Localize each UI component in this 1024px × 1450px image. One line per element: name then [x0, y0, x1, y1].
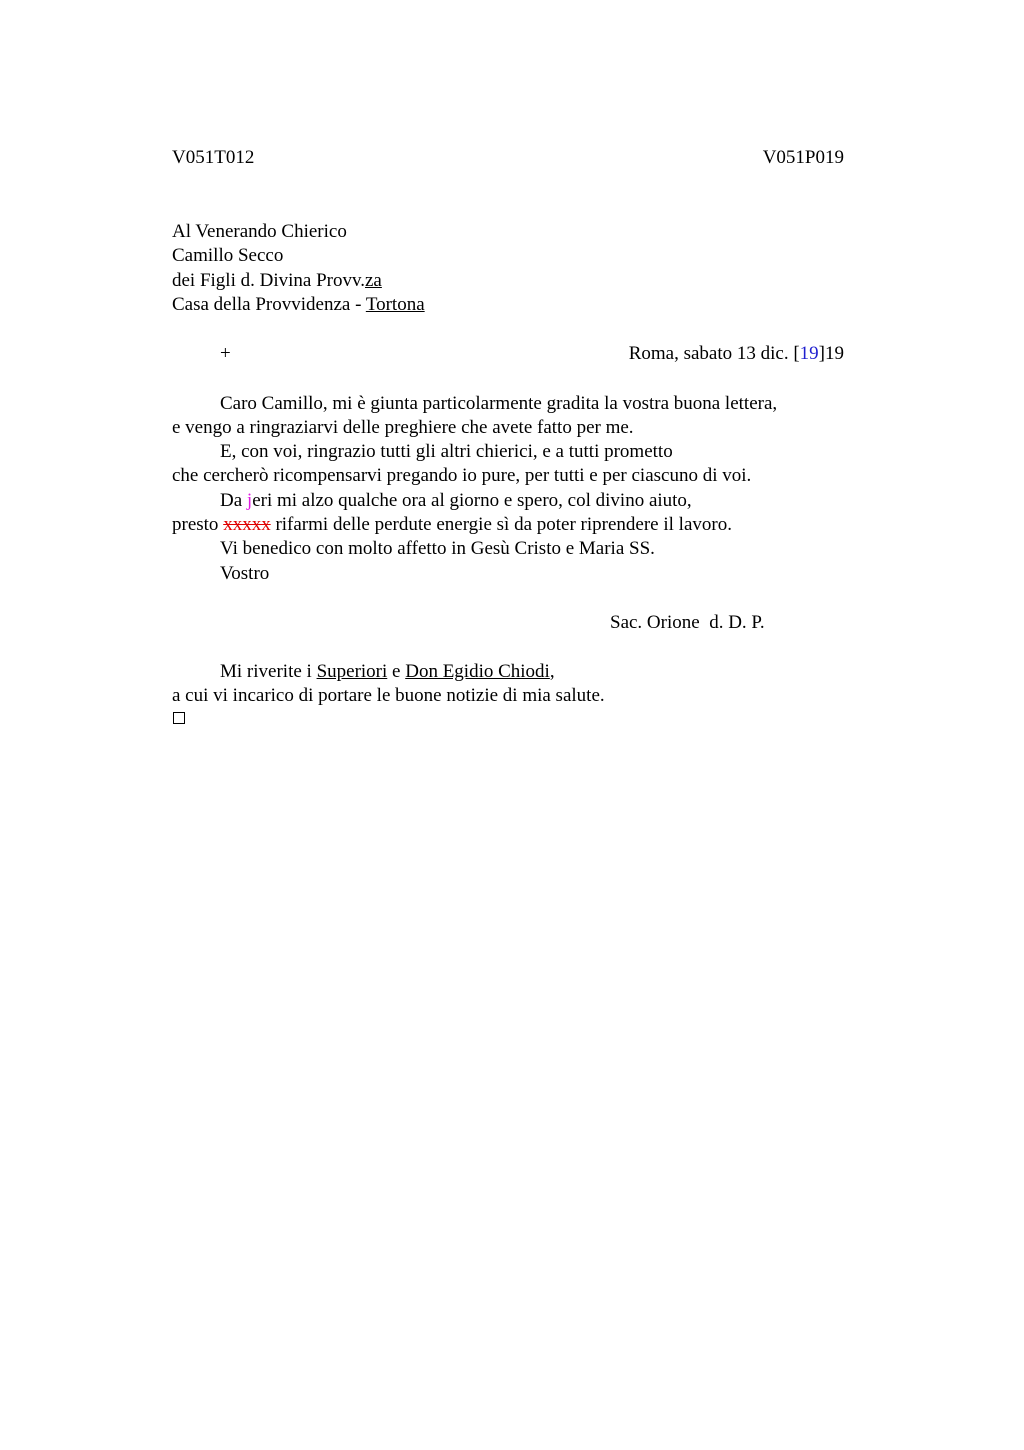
body-line: Vi benedico con molto affetto in Gesù Cristo e Maria SS. [220, 538, 655, 559]
body-line: Caro Camillo, mi è giunta particolarmente gradita la vostra buona lettera, [220, 393, 778, 414]
address-line-1: Al Venerando Chierico [172, 221, 347, 242]
dateline-year-close: ]19 [818, 343, 844, 364]
body-line: E, con voi, ringrazio tutti gli altri chierici, e a tutti prometto [220, 441, 673, 462]
document-code-left: V051T012 [172, 147, 255, 168]
postscript-line-1 [220, 660, 555, 684]
body-line [172, 513, 732, 537]
cross-symbol: + [220, 343, 231, 364]
address-line-3-abbrev: za [365, 270, 382, 291]
document-code-right: V051P019 [762, 147, 844, 168]
closing: Vostro [220, 563, 270, 584]
address-line-2: Camillo Secco [172, 245, 284, 266]
struck-text: xxxxx [223, 514, 271, 535]
address-line-3-text: dei Figli d. Divina Provv. [172, 270, 365, 291]
postscript-text: e [387, 661, 406, 682]
dateline-year-insert: 19 [799, 343, 819, 364]
body-text: Da [220, 490, 247, 511]
address-city: Tortona [365, 294, 425, 315]
address-line-4-text: Casa della Provvidenza - [172, 294, 366, 315]
body-line: e vengo a ringraziarvi delle preghiere che avete fatto per me. [172, 417, 634, 438]
postscript-name: Don Egidio Chiodi [405, 661, 550, 682]
body-line: che cercherò ricompensarvi pregando io pure, per tutti e per ciascuno di voi. [172, 465, 752, 486]
postscript-text: , [549, 661, 555, 682]
body-line [220, 489, 692, 513]
body-text: eri mi alzo qualche ora al giorno e spero, col divino aiuto, [252, 490, 692, 511]
corrected-letter: j [246, 490, 253, 511]
postscript-text: Mi riverite i [220, 661, 317, 682]
end-of-document-box [173, 712, 185, 724]
dateline-place-date: Roma, sabato 13 dic. [ [628, 343, 800, 364]
postscript-superiori: Superiori [316, 661, 388, 682]
body-text: presto [172, 514, 224, 535]
address-line-3 [172, 269, 382, 293]
address-line-4 [172, 293, 425, 317]
body-text: rifarmi delle perdute energie sì da poter riprendere il lavoro. [270, 514, 732, 535]
postscript-line-2: a cui vi incarico di portare le buone notizie di mia salute. [172, 685, 605, 706]
signature: Sac. Orione d. D. P. [610, 612, 765, 633]
dateline [629, 342, 844, 366]
